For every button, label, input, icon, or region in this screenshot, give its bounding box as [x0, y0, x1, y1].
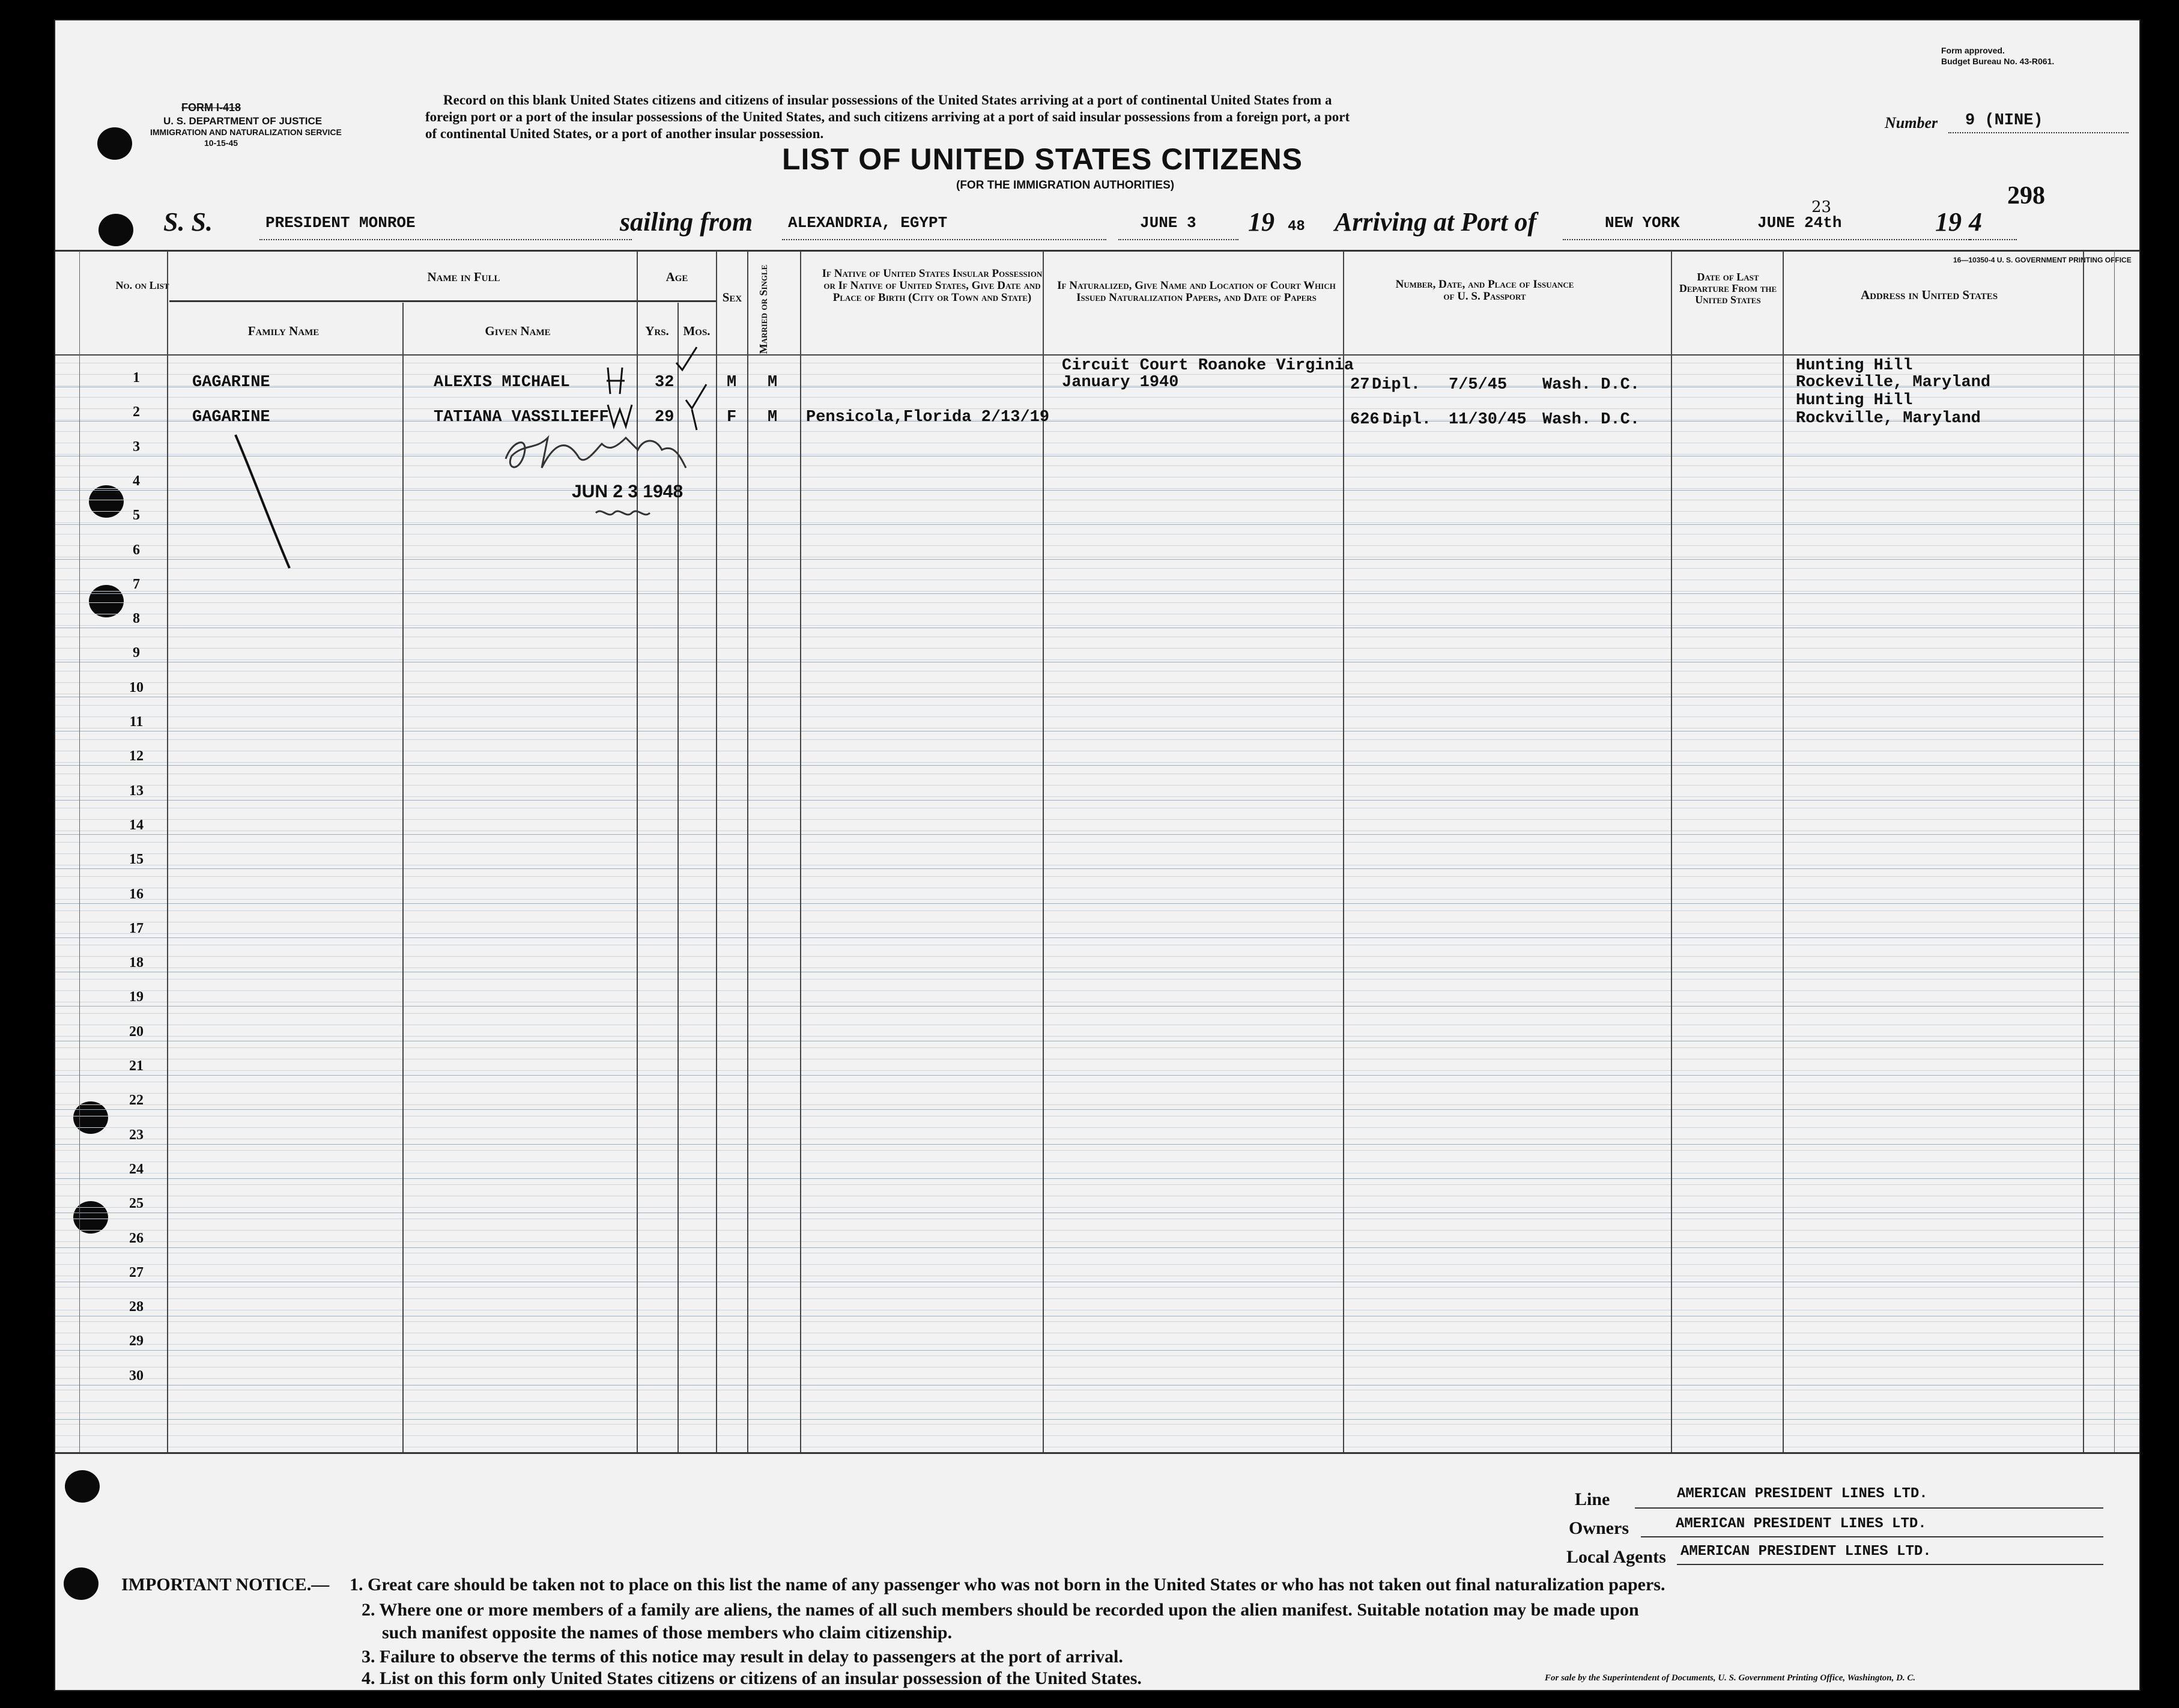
row-number: 20	[129, 1023, 144, 1040]
row-number: 8	[133, 611, 140, 627]
year-prefix: 19	[1248, 207, 1274, 237]
number-label: Number	[1885, 114, 1938, 132]
form-id: FORM I-418	[181, 101, 241, 114]
col-family-name: Family Name	[247, 324, 320, 338]
row1-passport-place: Wash. D.C.	[1542, 376, 1640, 394]
row1-address-1: Hunting Hill	[1796, 357, 1913, 375]
row-number: 26	[129, 1230, 144, 1246]
approval-line-1: Form approved.	[1941, 46, 2005, 55]
row-number: 9	[133, 645, 140, 661]
owners-label: Owners	[1569, 1518, 1629, 1538]
row-number: 16	[129, 886, 144, 902]
row-number: 24	[129, 1161, 144, 1177]
row1-yrs: 32	[655, 374, 674, 392]
row-number: 4	[133, 473, 140, 489]
row-number: 11	[129, 714, 144, 730]
page-title: LIST OF UNITED STATES CITIZENS	[782, 142, 1303, 176]
row-number: 10	[129, 679, 144, 695]
row-number: 27	[129, 1264, 144, 1280]
sailing-date: JUNE 3	[1140, 214, 1196, 232]
row2-given: TATIANA VASSILIEFF	[434, 408, 609, 426]
row1-sex: M	[727, 374, 737, 392]
row-number: 30	[129, 1367, 144, 1384]
row-number: 19	[129, 989, 144, 1005]
ship-name: PRESIDENT MONROE	[265, 214, 416, 232]
row1-given: ALEXIS MICHAEL	[434, 374, 570, 392]
row1-passport-no: 27	[1350, 376, 1370, 394]
col-name-in-full: Name in Full	[427, 270, 500, 284]
row2-sex: F	[727, 408, 737, 426]
notice-2b: such manifest opposite the names of those members who claim citizenship.	[382, 1623, 953, 1643]
row1-family: GAGARINE	[192, 374, 270, 392]
row1-passport-date: 7/5/45	[1449, 376, 1508, 394]
row-number: 23	[129, 1127, 144, 1143]
sailing-label: sailing from	[620, 207, 753, 237]
row2-address-2: Rockville, Maryland	[1796, 410, 1981, 428]
row2-passport-no: 626	[1350, 411, 1380, 429]
row2-passport-type: Dipl.	[1383, 411, 1432, 429]
dept-line-2: IMMIGRATION AND NATURALIZATION SERVICE	[150, 127, 342, 137]
row1-married: M	[768, 374, 778, 392]
col-age: Age	[665, 270, 688, 284]
row-number: 5	[133, 507, 140, 524]
col-yrs: Yrs.	[645, 324, 669, 338]
year-prefix-2: 19	[1935, 207, 1962, 237]
intro-line-3: of continental United States, or a port of another insular possession.	[425, 126, 824, 141]
sailing-year: 48	[1288, 219, 1305, 235]
col-departure: Date of Last Departure From the United States	[1679, 271, 1777, 306]
row-number: 21	[129, 1058, 144, 1074]
row1-passport-type: Dipl.	[1372, 376, 1421, 394]
row-number: 14	[129, 817, 144, 833]
row1-naturalized-1: Circuit Court Roanoke Virginia	[1062, 357, 1354, 375]
ss-label: S. S.	[163, 207, 213, 237]
intro-line-2: foreign port or a port of the insular possessions of the United States, and such citizens arriving at a port of said insular possessions from a foreign port, a port	[425, 109, 1350, 124]
row-number: 3	[133, 438, 140, 455]
row-number: 17	[129, 920, 144, 936]
arrival-year: 4	[1969, 207, 1982, 237]
notice-title: IMPORTANT NOTICE.—	[121, 1575, 330, 1594]
row-number: 25	[129, 1196, 144, 1212]
dept-line-1: U. S. DEPARTMENT OF JUSTICE	[163, 115, 323, 127]
col-sex: Sex	[722, 290, 742, 304]
arrival-date-correction: 23	[1811, 198, 1832, 216]
row2-native: Pensicola,Florida 2/13/19	[806, 408, 1050, 426]
row-number: 13	[129, 783, 144, 799]
notice-1: 1. Great care should be taken not to place on this list the name of any passenger who was not born in the United States or who has not taken out final naturalization papers.	[350, 1575, 1665, 1594]
date-stamp: JUN 2 3 1948	[572, 482, 683, 501]
line-value: AMERICAN PRESIDENT LINES LTD.	[1677, 1486, 1928, 1502]
row2-passport-date: 11/30/45	[1449, 411, 1527, 429]
line-label: Line	[1575, 1489, 1610, 1509]
row-number: 6	[133, 542, 140, 558]
notice-2a: 2. Where one or more members of a family are aliens, the names of all such members should be recorded upon the alien manifest. Suitable notation may be made upon	[362, 1600, 1639, 1620]
agents-label: Local Agents	[1566, 1547, 1666, 1567]
col-mos: Mos.	[683, 324, 711, 338]
intro-line-1: Record on this blank United States citizens and citizens of insular possessions of the United States arriving at a port of continental United States from a	[443, 92, 1332, 108]
notice-3: 3. Failure to observe the terms of this notice may result in delay to passengers at the port of arrival.	[362, 1647, 1123, 1667]
approval-line-2: Budget Bureau No. 43-R061.	[1941, 56, 2055, 66]
col-native: If Native of United States Insular Possession or If Native of United States, Give Date and Place of Birth (City or Town and State)	[822, 267, 1043, 304]
col-no: No. on List	[115, 279, 169, 291]
row-number: 22	[129, 1092, 144, 1109]
row2-yrs: 29	[655, 408, 674, 426]
row-number: 28	[129, 1299, 144, 1315]
row2-married: M	[768, 408, 778, 426]
row-number: 7	[133, 576, 140, 592]
gpo-line: 16—10350-4 U. S. GOVERNMENT PRINTING OFFICE	[1953, 256, 2132, 264]
manifest-sheet	[54, 19, 2141, 1691]
page-subtitle: (FOR THE IMMIGRATION AUTHORITIES)	[956, 179, 1175, 192]
row-number: 29	[129, 1333, 144, 1349]
agents-value: AMERICAN PRESIDENT LINES LTD.	[1680, 1543, 1932, 1560]
owners-value: AMERICAN PRESIDENT LINES LTD.	[1676, 1516, 1927, 1532]
sailing-from: ALEXANDRIA, EGYPT	[788, 214, 948, 232]
row1-naturalized-2: January 1940	[1062, 374, 1179, 392]
number-value: 9 (NINE)	[1965, 112, 2043, 130]
col-married: Married or Single	[757, 264, 769, 354]
dept-date: 10-15-45	[204, 138, 238, 148]
row2-family: GAGARINE	[192, 408, 270, 426]
row2-address-1: Hunting Hill	[1796, 392, 1913, 410]
col-passport: Number, Date, and Place of Issuance of U. S. Passport	[1395, 278, 1574, 303]
arrival-date: JUNE 24th	[1757, 214, 1842, 232]
notice-4: 4. List on this form only United States citizens or citizens of an insular possession of the United States.	[362, 1668, 1142, 1688]
sale-note: For sale by the Superintendent of Documents, U. S. Government Printing Office, Washington, D. C.	[1545, 1673, 1916, 1683]
stamp-number: 298	[2007, 182, 2045, 210]
col-address: Address in United States	[1860, 288, 1998, 302]
row2-passport-place: Wash. D.C.	[1542, 411, 1640, 429]
row-number: 2	[133, 404, 140, 420]
arrival-port: NEW YORK	[1605, 214, 1680, 232]
row-number: 18	[129, 955, 144, 971]
row-number: 1	[133, 370, 140, 386]
row-number: 15	[129, 852, 144, 868]
row-number: 12	[129, 748, 144, 765]
arriving-label: Arriving at Port of	[1335, 207, 1537, 237]
col-given-name: Given Name	[485, 324, 551, 338]
row1-address-2: Rockeville, Maryland	[1796, 374, 1991, 392]
col-naturalized: If Naturalized, Give Name and Location of Court Which Issued Naturalization Papers, and Date of Papers	[1057, 279, 1336, 304]
handwritten-marks	[55, 20, 2139, 1690]
